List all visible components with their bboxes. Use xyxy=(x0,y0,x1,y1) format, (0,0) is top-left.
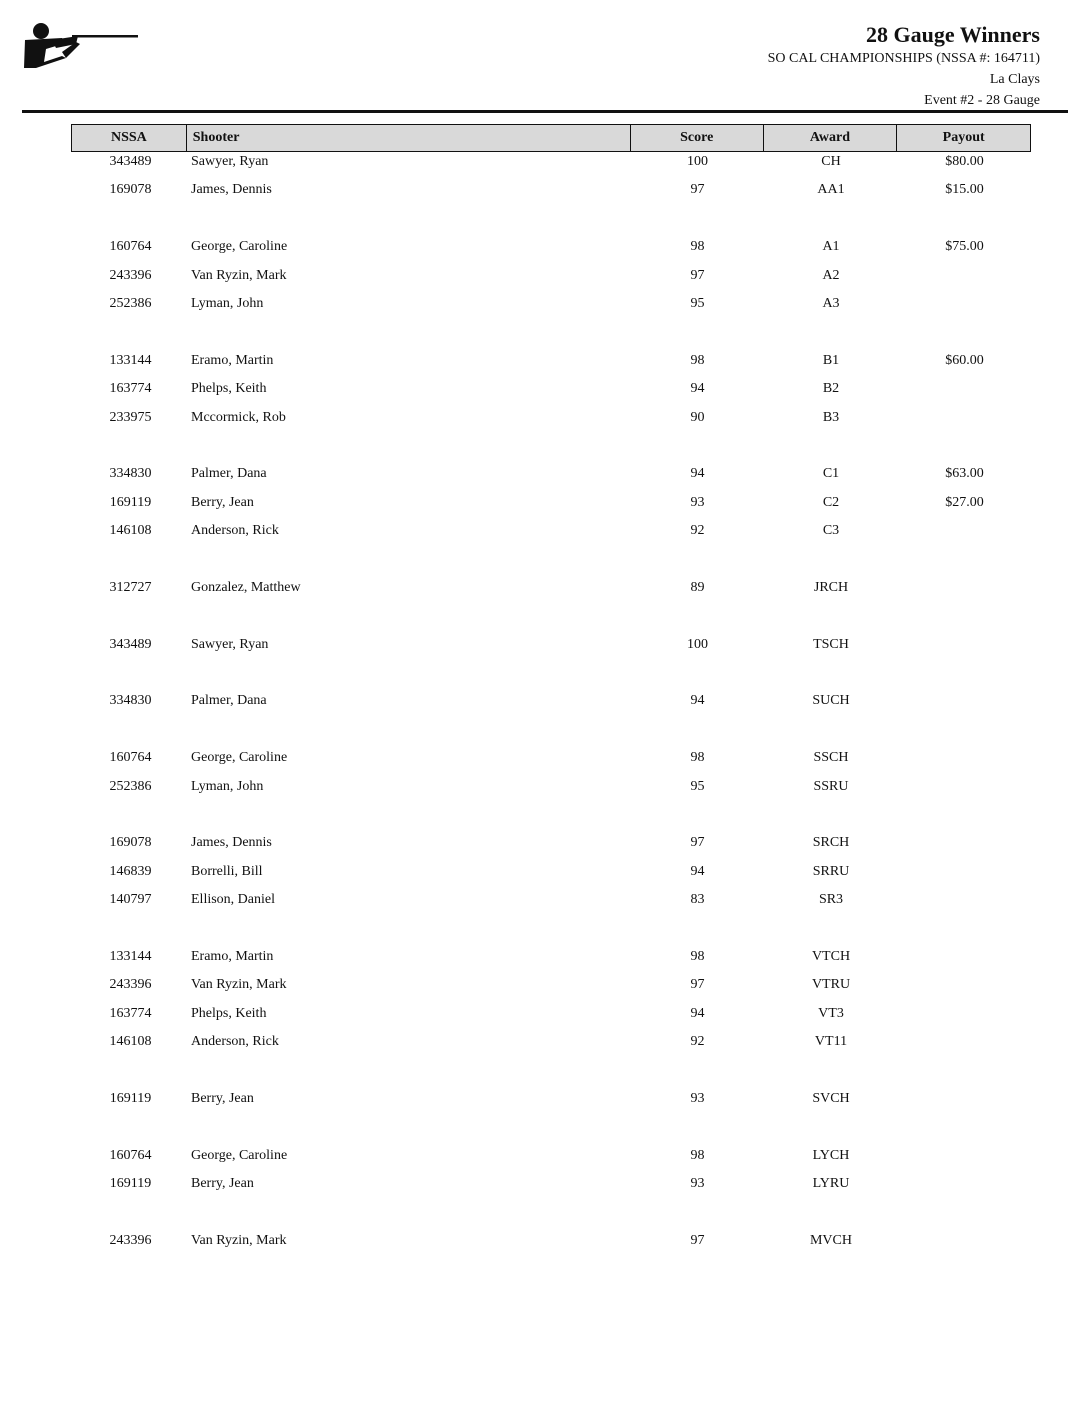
column-header-shooter: Shooter xyxy=(187,125,631,151)
score-cell: 98 xyxy=(690,750,705,766)
table-row xyxy=(71,235,1031,263)
award-cell: VTRU xyxy=(811,977,851,993)
award-cell: B3 xyxy=(822,409,840,425)
table-row xyxy=(71,775,1031,803)
award-cell: A3 xyxy=(822,295,840,311)
shooter-cell: Van Ryzin, Mark xyxy=(191,267,287,283)
payout-cell xyxy=(898,633,1031,661)
nssa-cell: 163774 xyxy=(109,1005,152,1021)
table-row xyxy=(71,945,1031,973)
shooter-cell: George, Caroline xyxy=(191,1147,288,1163)
payout-cell xyxy=(898,746,1031,774)
payout-cell xyxy=(898,973,1031,1001)
table-row xyxy=(71,746,1031,774)
score-cell: 92 xyxy=(690,523,705,539)
table-row xyxy=(71,1144,1031,1172)
award-cell: SSCH xyxy=(813,750,849,766)
shooter-cell: James, Dennis xyxy=(191,835,272,851)
table-row xyxy=(71,1030,1031,1058)
score-cell: 95 xyxy=(690,778,705,794)
nssa-cell: 160764 xyxy=(109,1147,152,1163)
table-row xyxy=(71,888,1031,916)
payout-cell xyxy=(898,576,1031,604)
shooter-cell: Phelps, Keith xyxy=(191,1005,267,1021)
nssa-cell: 343489 xyxy=(109,154,152,169)
award-cell: C2 xyxy=(822,494,840,510)
score-cell: 98 xyxy=(690,352,705,368)
nssa-cell: 312727 xyxy=(109,579,152,595)
payout-cell xyxy=(898,1172,1031,1200)
shooter-cell: George, Caroline xyxy=(191,750,288,766)
club-name: La Clays xyxy=(989,72,1040,87)
table-row xyxy=(71,973,1031,1001)
score-cell: 94 xyxy=(690,1005,705,1021)
award-cell: B1 xyxy=(822,352,840,368)
table-row xyxy=(71,1087,1031,1115)
winners-table xyxy=(71,150,1031,1257)
nssa-cell: 146108 xyxy=(109,1034,152,1050)
shooter-cell: Gonzalez, Matthew xyxy=(191,579,301,595)
payout-cell xyxy=(898,292,1031,320)
nssa-cell: 169119 xyxy=(109,1090,152,1106)
shooter-cell: Berry, Jean xyxy=(191,494,254,510)
shooter-cell: Eramo, Martin xyxy=(191,352,274,368)
score-cell: 93 xyxy=(690,1176,705,1192)
nssa-cell: 163774 xyxy=(109,381,152,397)
award-cell: B2 xyxy=(822,381,840,397)
score-cell: 100 xyxy=(687,636,708,652)
nssa-cell: 133144 xyxy=(109,352,152,368)
score-cell: 100 xyxy=(687,154,708,169)
table-row xyxy=(71,576,1031,604)
nssa-cell: 169119 xyxy=(109,1176,152,1192)
shooter-cell: Van Ryzin, Mark xyxy=(191,977,287,993)
shooter-cell: Sawyer, Ryan xyxy=(191,154,269,169)
nssa-cell: 169119 xyxy=(109,494,152,510)
payout-cell: $27.00 xyxy=(945,494,984,510)
award-cell: C3 xyxy=(822,523,840,539)
score-cell: 94 xyxy=(690,381,705,397)
nssa-cell: 169078 xyxy=(109,182,152,198)
shooter-cell: Sawyer, Ryan xyxy=(191,636,269,652)
award-cell: SRRU xyxy=(812,863,850,879)
payout-cell xyxy=(898,264,1031,292)
column-header-award: Award xyxy=(764,125,898,151)
nssa-cell: 252386 xyxy=(109,778,152,794)
shooter-cell: Eramo, Martin xyxy=(191,948,274,964)
table-row xyxy=(71,689,1031,717)
event-number: Event #2 - 28 Gauge xyxy=(924,93,1040,108)
award-cell: VTCH xyxy=(811,948,851,964)
payout-cell xyxy=(898,1229,1031,1257)
award-cell: SR3 xyxy=(818,892,844,908)
payout-cell: $63.00 xyxy=(945,466,984,482)
payout-cell xyxy=(898,831,1031,859)
score-cell: 94 xyxy=(690,693,705,709)
table-row xyxy=(71,831,1031,859)
award-cell: VT11 xyxy=(814,1034,848,1050)
nssa-cell: 252386 xyxy=(109,295,152,311)
table-row xyxy=(71,1229,1031,1257)
score-cell: 97 xyxy=(690,835,705,851)
shooter-cell: Phelps, Keith xyxy=(191,381,267,397)
nssa-cell: 233975 xyxy=(109,409,152,425)
shooter-cell: Ellison, Daniel xyxy=(191,892,275,908)
nssa-cell: 243396 xyxy=(109,977,152,993)
score-cell: 92 xyxy=(690,1034,705,1050)
score-cell: 94 xyxy=(690,466,705,482)
column-header-nssa: NSSA xyxy=(72,125,187,151)
award-cell: SVCH xyxy=(812,1090,850,1106)
table-row xyxy=(71,349,1031,377)
nssa-cell: 133144 xyxy=(109,948,152,964)
report-title: 28 Gauge Winners xyxy=(866,22,1040,47)
payout-cell xyxy=(898,519,1031,547)
shooter-cell: Mccormick, Rob xyxy=(191,409,286,425)
table-row xyxy=(71,150,1031,178)
score-cell: 95 xyxy=(690,295,705,311)
payout-cell xyxy=(898,775,1031,803)
award-cell: SRCH xyxy=(812,835,850,851)
payout-cell: $75.00 xyxy=(945,239,984,255)
score-cell: 97 xyxy=(690,267,705,283)
score-cell: 98 xyxy=(690,948,705,964)
event-name: SO CAL CHAMPIONSHIPS (NSSA #: 164711) xyxy=(767,51,1040,66)
score-cell: 98 xyxy=(690,1147,705,1163)
payout-cell xyxy=(898,860,1031,888)
score-cell: 94 xyxy=(690,863,705,879)
payout-cell: $15.00 xyxy=(945,182,984,198)
nssa-cell: 160764 xyxy=(109,239,152,255)
shooter-cell: Palmer, Dana xyxy=(191,466,267,482)
payout-cell xyxy=(898,1144,1031,1172)
payout-cell xyxy=(898,945,1031,973)
payout-cell xyxy=(898,1087,1031,1115)
shooter-cell: Lyman, John xyxy=(191,778,264,794)
table-row xyxy=(71,377,1031,405)
table-row xyxy=(71,406,1031,434)
nssa-cell: 140797 xyxy=(109,892,152,908)
score-cell: 98 xyxy=(690,239,705,255)
table-row xyxy=(71,519,1031,547)
score-cell: 93 xyxy=(690,494,705,510)
payout-cell xyxy=(898,1030,1031,1058)
report-header xyxy=(768,22,1040,111)
shooter-cell: Palmer, Dana xyxy=(191,693,267,709)
payout-cell xyxy=(898,377,1031,405)
nssa-cell: 334830 xyxy=(109,466,152,482)
table-header xyxy=(71,124,1031,152)
award-cell: A2 xyxy=(822,267,840,283)
score-cell: 89 xyxy=(690,579,705,595)
table-row xyxy=(71,292,1031,320)
score-cell: 90 xyxy=(690,409,705,425)
payout-cell: $60.00 xyxy=(945,352,984,368)
shooter-cell: Lyman, John xyxy=(191,295,264,311)
award-cell: TSCH xyxy=(813,636,849,652)
score-cell: 97 xyxy=(690,977,705,993)
payout-cell xyxy=(898,406,1031,434)
award-cell: SSRU xyxy=(813,778,849,794)
table-row xyxy=(71,1002,1031,1030)
score-cell: 97 xyxy=(690,1232,705,1248)
award-cell: LYRU xyxy=(812,1176,850,1192)
nssa-cell: 160764 xyxy=(109,750,152,766)
award-cell: CH xyxy=(821,154,841,169)
shooter-cell: James, Dennis xyxy=(191,182,272,198)
table-row xyxy=(71,860,1031,888)
column-header-payout: Payout xyxy=(942,130,985,145)
award-cell: JRCH xyxy=(813,579,849,595)
nssa-cell: 334830 xyxy=(109,693,152,709)
payout-cell xyxy=(898,888,1031,916)
shooter-cell: Berry, Jean xyxy=(191,1176,254,1192)
table-row xyxy=(71,264,1031,292)
table-row xyxy=(71,462,1031,490)
award-cell: A1 xyxy=(822,239,840,255)
award-cell: AA1 xyxy=(817,182,845,198)
column-header-score: Score xyxy=(631,125,764,151)
shooter-cell: Berry, Jean xyxy=(191,1090,254,1106)
award-cell: SUCH xyxy=(812,693,850,709)
nssa-cell: 243396 xyxy=(109,267,152,283)
award-cell: VT3 xyxy=(818,1005,844,1021)
table-row xyxy=(71,491,1031,519)
table-row xyxy=(71,1172,1031,1200)
shooter-cell: Anderson, Rick xyxy=(191,523,279,539)
nssa-cell: 146839 xyxy=(109,863,152,879)
award-cell: LYCH xyxy=(812,1147,850,1163)
payout-cell xyxy=(898,689,1031,717)
shooter-cell: Anderson, Rick xyxy=(191,1034,279,1050)
award-cell: C1 xyxy=(822,466,840,482)
score-cell: 97 xyxy=(690,182,705,198)
nssa-cell: 146108 xyxy=(109,523,152,539)
nssa-cell: 243396 xyxy=(109,1232,152,1248)
award-cell: MVCH xyxy=(809,1232,852,1248)
header-divider xyxy=(22,110,1068,113)
payout-cell: $80.00 xyxy=(945,154,984,169)
shooter-cell: Borrelli, Bill xyxy=(191,863,263,879)
table-row xyxy=(71,633,1031,661)
shooter-cell: George, Caroline xyxy=(191,239,288,255)
nssa-cell: 169078 xyxy=(109,835,152,851)
payout-cell xyxy=(898,1002,1031,1030)
nssa-cell: 343489 xyxy=(109,636,152,652)
shooter-with-shotgun-icon xyxy=(22,22,138,70)
table-row xyxy=(71,178,1031,206)
score-cell: 83 xyxy=(690,892,705,908)
score-cell: 93 xyxy=(690,1090,705,1106)
shooter-cell: Van Ryzin, Mark xyxy=(191,1232,287,1248)
